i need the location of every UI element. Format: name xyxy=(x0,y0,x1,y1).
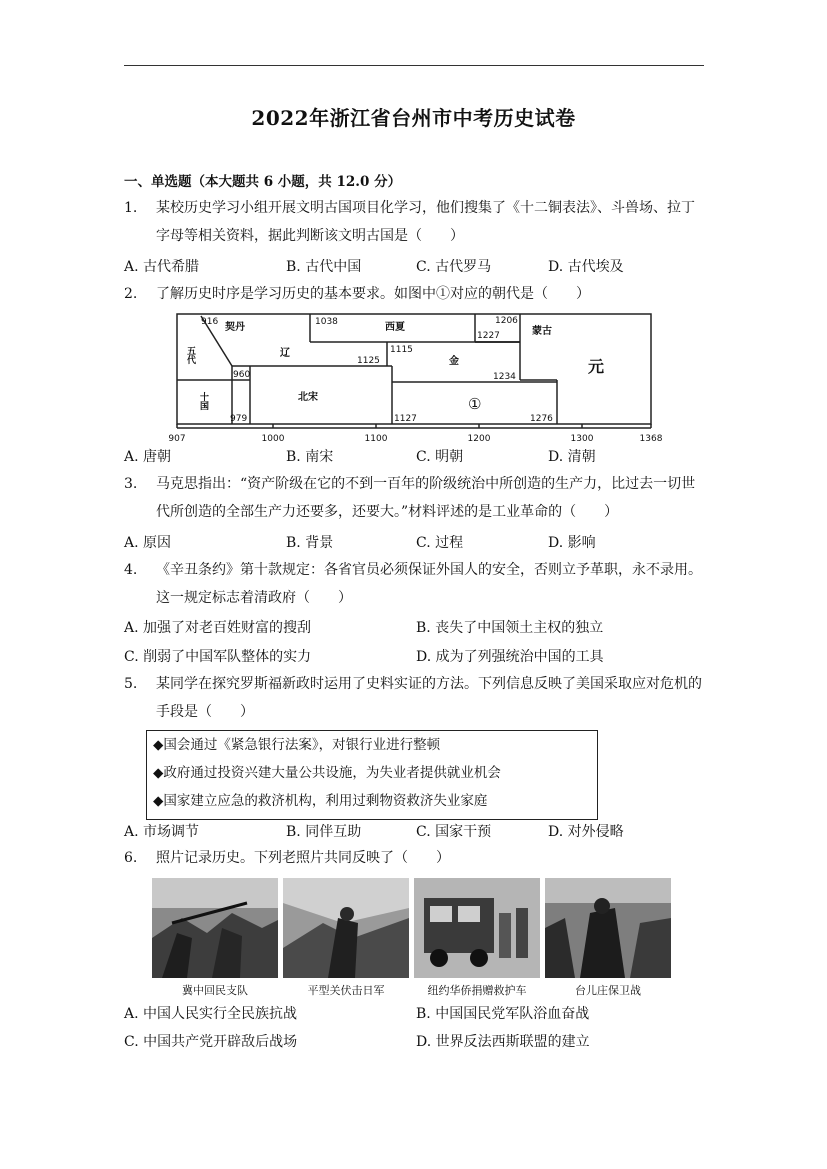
question-stem: 《辛丑条约》第十款规定：各省官员必须保证外国人的安全，否则立予革职，永不录用。这一规定标志着清政府（ ） xyxy=(156,562,702,606)
material-line: ◆国会通过《紧急银行法案》，对银行业进行整顿 xyxy=(153,737,441,753)
region-label: 蒙古 xyxy=(532,326,552,337)
question-2 xyxy=(124,280,704,308)
option-d[interactable]: D. 古代埃及 xyxy=(548,259,624,275)
option-d[interactable]: D. 影响 xyxy=(548,535,596,551)
axis-tick-label: 1200 xyxy=(467,434,491,444)
region-label: 元 xyxy=(588,357,605,376)
q4-options-row2 xyxy=(124,646,704,668)
option-d[interactable]: D. 世界反法西斯联盟的建立 xyxy=(416,1034,590,1050)
region-label: 契丹 xyxy=(225,322,245,333)
option-a[interactable]: A. 唐朝 xyxy=(124,449,172,465)
photo-caption: 台儿庄保卫战 xyxy=(575,984,641,997)
option-b[interactable]: B. 同伴互助 xyxy=(286,824,362,840)
question-stem: 某校历史学习小组开展文明古国项目化学习，他们搜集了《十二铜表法》、斗兽场、拉丁字母等相关资料，据此判断该文明古国是（ ） xyxy=(156,200,695,244)
axis-tick-label: 1000 xyxy=(261,434,285,444)
option-a[interactable]: A. 加强了对老百姓财富的搜刮 xyxy=(124,620,312,636)
question-1 xyxy=(124,194,704,250)
year-label: 960 xyxy=(233,370,251,380)
region-label: 西夏 xyxy=(385,322,405,333)
section-heading: 一、单选题（本大题共 6 小题，共 12.0 分） xyxy=(124,174,402,190)
region-label: 十国 xyxy=(198,392,208,410)
material-line: ◆国家建立应急的救济机构，利用过剩物资救济失业家庭 xyxy=(153,793,488,809)
option-c[interactable]: C. 中国共产党开辟敌后战场 xyxy=(124,1034,298,1050)
photo-image xyxy=(152,878,278,978)
photo-caption: 纽约华侨捐赠救护车 xyxy=(427,984,527,997)
region-label: ① xyxy=(468,395,482,413)
question-6 xyxy=(124,844,704,872)
question-4 xyxy=(124,556,704,612)
photo-caption: 平型关伏击日军 xyxy=(307,984,385,997)
photo-caption: 冀中回民支队 xyxy=(182,984,248,997)
question-number: 5. xyxy=(124,676,138,692)
option-d[interactable]: D. 对外侵略 xyxy=(548,824,624,840)
axis-tick-label: 907 xyxy=(168,434,186,444)
question-number: 4. xyxy=(124,562,138,578)
axis-tick-label: 1100 xyxy=(364,434,388,444)
question-number: 2. xyxy=(124,286,138,302)
year-label: 1127 xyxy=(394,414,417,424)
region-label: 北宋 xyxy=(298,392,318,403)
region-label: 金 xyxy=(449,356,459,367)
option-c[interactable]: C. 古代罗马 xyxy=(416,259,492,275)
option-a[interactable]: A. 市场调节 xyxy=(124,824,200,840)
q6-options-row2 xyxy=(124,1031,704,1053)
dynasty-timeline-diagram xyxy=(165,310,675,444)
option-a[interactable]: A. 中国人民实行全民族抗战 xyxy=(124,1006,298,1022)
option-c[interactable]: C. 国家干预 xyxy=(416,824,492,840)
option-b[interactable]: B. 背景 xyxy=(286,535,334,551)
year-label: 1115 xyxy=(390,345,413,355)
option-b[interactable]: B. 丧失了中国领土主权的独立 xyxy=(416,620,604,636)
year-label: 1227 xyxy=(477,331,500,341)
region-label: 辽 xyxy=(280,348,290,359)
question-number: 3. xyxy=(124,476,138,492)
option-c[interactable]: C. 削弱了中国军队整体的实力 xyxy=(124,649,312,665)
q4-options-row1 xyxy=(124,617,704,639)
q2-options xyxy=(124,446,704,468)
q3-options xyxy=(124,532,704,554)
axis-tick-label: 1300 xyxy=(570,434,594,444)
photo-image xyxy=(545,878,671,978)
option-b[interactable]: B. 南宋 xyxy=(286,449,334,465)
question-stem: 马克思指出：“资产阶级在它的不到一百年的阶级统治中所创造的生产力，比过去一切世代所创造的全部生产力还要多，还要大。”材料评述的是工业革命的（ ） xyxy=(156,476,696,520)
axis-tick-label: 1368 xyxy=(639,434,663,444)
question-stem: 某同学在探究罗斯福新政时运用了史料实证的方法。下列信息反映了美国采取应对危机的手段是（ ） xyxy=(156,676,702,720)
year-label: 916 xyxy=(201,317,219,327)
year-label: 979 xyxy=(230,414,248,424)
year-label: 1206 xyxy=(495,316,518,326)
question-stem: 照片记录历史。下列老照片共同反映了（ ） xyxy=(156,850,450,866)
page-title: 2022年浙江省台州市中考历史试卷 xyxy=(251,106,576,130)
q6-options-row1 xyxy=(124,1003,704,1025)
q5-options xyxy=(124,821,704,843)
question-number: 6. xyxy=(124,850,138,866)
question-3 xyxy=(124,470,704,526)
option-d[interactable]: D. 成为了列强统治中国的工具 xyxy=(416,649,604,665)
q1-options xyxy=(124,256,704,278)
option-b[interactable]: B. 中国国民党军队浴血奋战 xyxy=(416,1006,590,1022)
material-line: ◆政府通过投资兴建大量公共设施，为失业者提供就业机会 xyxy=(153,765,501,781)
option-a[interactable]: A. 原因 xyxy=(124,535,172,551)
option-b[interactable]: B. 古代中国 xyxy=(286,259,362,275)
header-rule xyxy=(124,65,704,66)
option-d[interactable]: D. 清朝 xyxy=(548,449,596,465)
historical-photos xyxy=(152,878,674,1000)
year-label: 1276 xyxy=(530,414,553,424)
year-label: 1234 xyxy=(493,372,516,382)
photo-image xyxy=(283,878,409,978)
question-stem: 了解历史时序是学习历史的基本要求。如图中①对应的朝代是（ ） xyxy=(156,286,590,302)
option-c[interactable]: C. 过程 xyxy=(416,535,464,551)
year-label: 1038 xyxy=(315,317,338,327)
region-label: 五代 xyxy=(185,346,195,364)
question-number: 1. xyxy=(124,200,138,216)
source-material-box xyxy=(146,730,598,820)
year-label: 1125 xyxy=(357,356,380,366)
photo-image xyxy=(414,878,540,978)
question-5 xyxy=(124,670,704,726)
option-a[interactable]: A. 古代希腊 xyxy=(124,259,200,275)
option-c[interactable]: C. 明朝 xyxy=(416,449,464,465)
